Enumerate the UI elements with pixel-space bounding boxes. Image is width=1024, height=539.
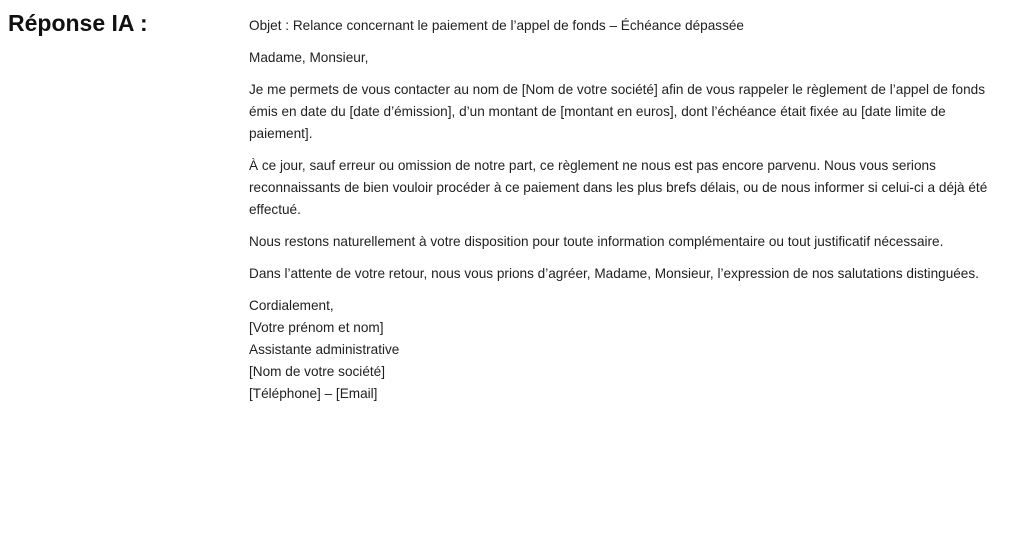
email-subject: Objet : Relance concernant le paiement de l’appel de fonds – Échéance dépassée bbox=[249, 18, 744, 33]
response-label: Réponse IA : bbox=[8, 10, 148, 36]
email-paragraph: Nous restons naturellement à votre disposition pour toute information complémentaire ou tout justificatif nécessaire. bbox=[249, 234, 944, 249]
email-paragraph: Je me permets de vous contacter au nom de [Nom de votre société] afin de vous rappeler le règlement de l’appel de fonds émis en date du [date d’émission], d’un montant de [montant en euros], dont l’échéance était fixée au [date limite de paiement]. bbox=[249, 82, 985, 141]
signature-contact: [Téléphone] – [Email] bbox=[249, 386, 378, 401]
signature-closing: Cordialement, bbox=[249, 298, 334, 313]
email-paragraph: À ce jour, sauf erreur ou omission de notre part, ce règlement ne nous est pas encore parvenu. Nous vous serions reconnaissants de bien vouloir procéder à ce paiement dans les plus brefs délais, ou de nous informer si celui-ci a déjà été effectué. bbox=[249, 158, 988, 217]
ai-reply-text bbox=[249, 15, 1009, 405]
signature-company: [Nom de votre société] bbox=[249, 364, 385, 379]
signature-role: Assistante administrative bbox=[249, 342, 400, 357]
email-paragraph: Dans l’attente de votre retour, nous vous prions d’agréer, Madame, Monsieur, l’expression de nos salutations distinguées. bbox=[249, 266, 979, 281]
email-signature bbox=[249, 295, 1009, 405]
signature-name: [Votre prénom et nom] bbox=[249, 320, 384, 335]
email-greeting: Madame, Monsieur, bbox=[249, 50, 369, 65]
